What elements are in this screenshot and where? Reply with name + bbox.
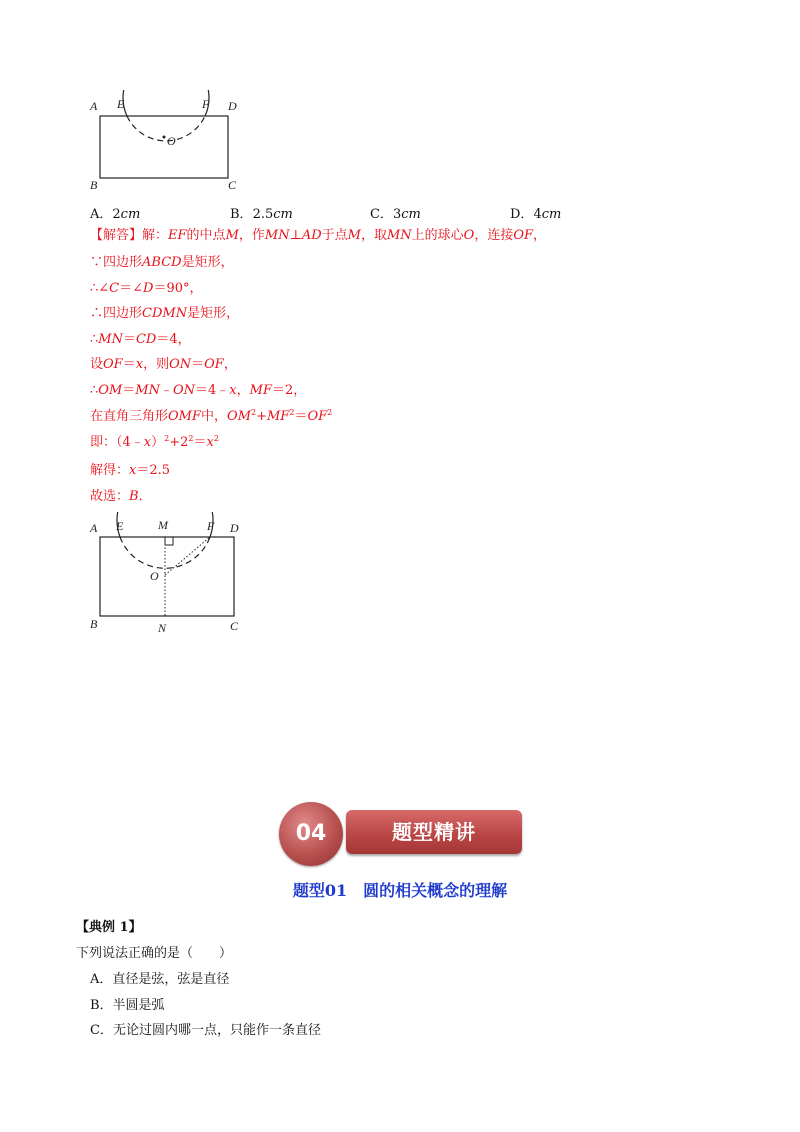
label-n: N — [158, 621, 167, 635]
label-c-2: C — [230, 619, 239, 633]
figure-2 — [80, 512, 260, 642]
center-point — [163, 136, 166, 139]
choice-a: A．直径是弦，弦是直径 — [90, 972, 230, 987]
label-a: A — [90, 99, 98, 113]
label-a-2: A — [90, 521, 98, 535]
circle-solid-arc — [123, 90, 209, 116]
label-o-2: O — [150, 569, 159, 583]
solution-line-4: ∴四边形CDMN是矩形， — [90, 306, 240, 321]
example-label: 【典例 1】 — [76, 920, 142, 935]
section-title: 题型01 圆的相关概念的理解 — [292, 881, 508, 900]
label-b: B — [90, 178, 98, 192]
example-question: 下列说法正确的是（ ） — [76, 946, 233, 961]
choice-c: C．无论过圆内哪一点，只能作一条直径 — [90, 1023, 321, 1038]
solution-line-2: ∵四边形ABCD是矩形， — [90, 255, 234, 270]
solution-line-11: 故选：B． — [90, 489, 152, 504]
label-d: D — [228, 99, 237, 113]
circle-dashed-arc — [127, 116, 205, 141]
right-angle-mark — [165, 537, 173, 545]
solution-line-7: ∴OM＝MN﹣ON＝4﹣x，MF＝2， — [90, 383, 307, 398]
choice-b: B．半圆是弧 — [90, 998, 165, 1013]
label-f-2: F — [207, 519, 215, 533]
solution-line-9: 即：$(4﹣x)^2+2^2=x^2$ — [90, 434, 219, 450]
label-f: F — [202, 97, 210, 111]
solution-line-3: ∴∠C＝∠D＝90°， — [90, 281, 203, 296]
solution-line-5: ∴MN＝CD＝4， — [90, 332, 191, 347]
label-c: C — [228, 178, 237, 192]
solution-line-8: 在直角三角形OMF中，$OM^2+MF^2=OF^2$ — [90, 408, 333, 424]
label-d-2: D — [230, 521, 239, 535]
option-a: A．2cm — [90, 207, 141, 222]
option-d: D．4cm — [510, 207, 562, 222]
figure-1 — [80, 90, 260, 198]
section-number-badge: 04 — [279, 802, 343, 866]
solution-line-10: 解得：x＝2.5 — [90, 463, 171, 478]
label-e-2: E — [116, 519, 124, 533]
option-c: C．3cm — [370, 207, 421, 222]
label-e: E — [117, 97, 125, 111]
option-b: B．2.5cm — [230, 207, 293, 222]
solution-line-6: 设OF＝x，则ON＝OF， — [90, 357, 237, 372]
label-m: M — [158, 518, 168, 532]
label-b-2: B — [90, 617, 98, 631]
rectangle-abcd-2 — [100, 537, 234, 616]
label-o: O — [167, 134, 176, 148]
segment-of — [165, 537, 210, 575]
solution-line-1: 【解答】解：EF的中点M，作MN⊥AD于点M，取MN上的球心O，连接OF， — [90, 228, 547, 243]
rectangle-abcd — [100, 116, 228, 178]
section-banner: 题型精讲 — [346, 810, 522, 854]
